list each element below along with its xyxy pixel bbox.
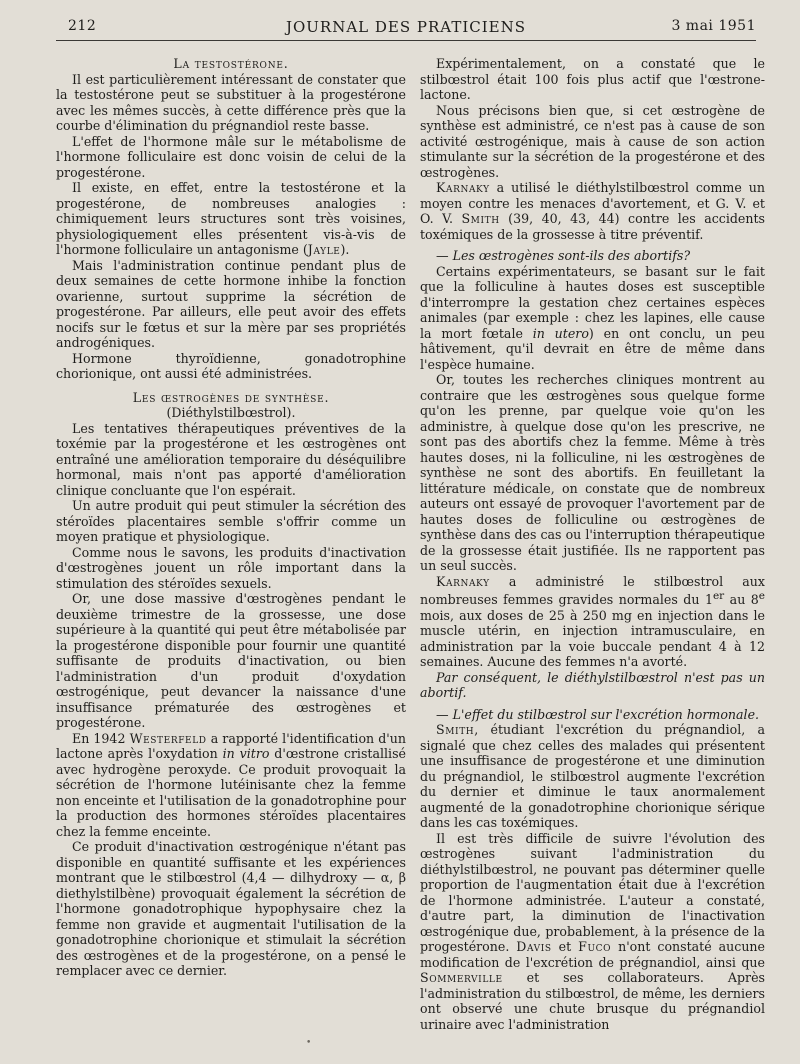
paragraph: Il est particulièrement intéressant de constater que la testostérone peut se substituer à la progestérone avec les mêmes succès, à cette différence près que la courbe d'élimination du prégnandiol reste basse.: [56, 71, 406, 133]
author-name: Fuco: [578, 939, 612, 955]
italic-conclusion: Par conséquent, le diéthylstilbœstrol n'est pas un abortif.: [420, 669, 765, 701]
right-column: [420, 56, 765, 1032]
paragraph: En 1942 Westerfeld a rapporté l'identification d'un lactone après l'oxydation in vitro d'œstrone cristallisé avec hydrogène peroxyde. Ce produit provoquait la sécrétion de l'hormone lutéinisante chez la femme non enceinte et l'utilisation de la gonadotrophine pour la production des hormones stéroïdes placentaires chez la femme enceinte.: [56, 730, 406, 839]
page-number: 212: [68, 18, 97, 34]
paragraph: Il est très difficile de suivre l'évolution des œstrogènes suivant l'administration du diéthylstilbœstrol, ne pouvant pas déterminer quelle proportion de l'augmentation était due à l'excrétion de l'hormone administrée. L'auteur a constaté, d'autre part, la diminution de l'inactivation œstrogénique due, probablement, à la présence de la progestérone. Davis et Fuco n'ont constaté aucune modification de l'excrétion de prégnandiol, ainsi que Sommerville et ses collaborateurs. Après l'administration du stilbœstrol, de même, les derniers ont observé une chute brusque du prégnandiol urinaire avec l'administration: [420, 830, 765, 1032]
section-subheading: (Diéthylstilbœstrol).: [166, 405, 296, 420]
running-header: [56, 14, 756, 36]
paragraph: Expérimentalement, on a constaté que le stilbœstrol était 100 fois plus actif que l'œstrone-lactone.: [420, 56, 765, 102]
italic-section-question: — L'effet du stilbœstrol sur l'excrétion hormonale.: [436, 706, 760, 722]
paragraph: Mais l'administration continue pendant plus de deux semaines de cette hormone inhibe la fonction ovarienne, surtout supprime la sécrétion de progestérone. Par ailleurs, elle peut avoir des effets nocifs sur le fœtus et sur la mère par ses propriétés androgéniques.: [56, 257, 406, 350]
paragraph: Un autre produit qui peut stimuler la sécrétion des stéroïdes placentaires semble s'offrir comme un moyen pratique et physiologique.: [56, 498, 406, 544]
author-name: Smith: [436, 722, 475, 738]
author-name: Smith: [461, 211, 500, 226]
author-name: Davis: [516, 939, 552, 955]
paragraph: Karnaky a utilisé le diéthylstilbœstrol comme un moyen contre les menaces d'avortement, et G. V. et O. V. Smith (39, 40, 43, 44) contre les accidents toxémiques de la grossesse à titre préventif.: [420, 180, 765, 242]
paragraph: Or, toutes les recherches cliniques montrent au contraire que les œstrogènes sous quelque forme qu'on les prenne, par quelque voie qu'on les administre, à quelque dose qu'on les prescrive, ne sont pas des abortifs chez la femme. Même à très hautes doses, ni la folliculine, ni les œstrogènes de synthèse ne sont des abortifs. En feuilletant la littérature médicale, on constate que de nombreux auteurs ont essayé de provoquer l'avortement par de hautes doses de folliculine ou œstrogènes de synthèse dans des cas ou l'interruption thérapeutique de la grossesse était justifiée. Ils ne rapportent pas un seul succès.: [420, 372, 765, 573]
paragraph: Hormone thyroïdienne, gonadotrophine chorionique, ont aussi été administrées.: [56, 350, 406, 381]
left-column: [56, 56, 406, 979]
author-name: Karnaky: [436, 180, 490, 195]
section-heading-testosterone: La testostérone.: [173, 56, 289, 71]
author-name: Sommerville: [420, 970, 503, 986]
header-rule: [56, 40, 756, 41]
author-name: Westerfeld: [129, 730, 207, 746]
footer-mark: •: [306, 1038, 312, 1048]
section-heading-oestrogenes: Les œstrogènes de synthèse.: [132, 389, 330, 405]
italic-question: — Les œstrogènes sont-ils des abortifs?: [436, 248, 691, 263]
paragraph: Smith, étudiant l'excrétion du prégnandiol, a signalé que chez celles des malades qui présentent une insuffisance de progestérone et une diminution du prégnandiol, le stilbœstrol augmente l'excrétion du dernier et diminue le taux anormalement augmenté de la gonadotrophine chorionique sérique dans les cas toxémiques.: [420, 722, 765, 831]
paragraph: Karnaky a administré le stilbœstrol aux nombreuses femmes gravides normales du 1er au 8e mois, aux doses de 25 à 250 mg en injection dans le muscle utérin, en injection intramusculaire, en administration par la voie buccale pendant 4 à 12 semaines. Aucune des femmes n'a avorté.: [420, 573, 766, 670]
author-name: Karnaky: [436, 573, 490, 589]
paragraph: Certains expérimentateurs, se basant sur le fait que la folliculine à hautes doses est susceptible d'interrompre la gestation chez certaines espèces animales (par exemple : chez les lapines, elle cause la mort fœtale in utero) en ont conclu, un peu hâtivement, qu'il devrait en être de même dans l'espèce humaine.: [420, 263, 765, 372]
paragraph: Ce produit d'inactivation œstrogénique n'étant pas disponible en quantité suffisante et les expériences montrant que le stilbœstrol (4,4 — dilhydroxy — α, β diethylstilbène) provoquait également la sécrétion de l'hormone gonadotrophique hypophysaire chez la femme non gravide et augmentait l'utilisation de la gonadotrophine chorionique et stimulait la sécrétion des œstrogènes et de la progestérone, on a pensé le remplacer avec ce dernier.: [56, 839, 406, 978]
paragraph: Comme nous le savons, les produits d'inactivation d'œstrogènes jouent un rôle important dans la stimulation des stéroïdes sexuels.: [56, 544, 406, 591]
journal-title: JOURNAL DES PRATICIENS: [285, 18, 527, 36]
issue-date: 3 mai 1951: [671, 18, 756, 34]
paragraph: L'effet de l'hormone mâle sur le métabolisme de l'hormone folliculaire est donc voisin de celui de la progestérone.: [56, 133, 406, 180]
paragraph: Nous précisons bien que, si cet œstrogène de synthèse est administré, ce n'est pas à cause de son activité œstrogénique, mais à cause de son action stimulante sur la sécrétion de la progestérone et des œstrogènes.: [420, 102, 765, 180]
author-name: Jayle: [307, 242, 341, 257]
paragraph: Les tentatives thérapeutiques préventives de la toxémie par la progestérone et les œstrogènes ont entraîné une amélioration temporaire du déséquilibre hormonal, mais n'ont pas apporté d'amélioration clinique concluante que l'on espérait.: [56, 420, 406, 498]
paragraph: Il existe, en effet, entre la testostérone et la progestérone, de nombreuses analogies : chimiquement leurs structures sont très voisines, physiologiquement elles présentent vis-à-vis de l'hormone folliculaire un antagonisme (Jayle).: [56, 180, 406, 257]
paragraph: Or, une dose massive d'œstrogènes pendant le deuxième trimestre de la grossesse, une dose supérieure à la quantité qui peut être métabolisée par la progestérone disponible pour fournir une quantité suffisante de produits d'inactivation, ou bien l'administration d'un produit d'oxydation œstrogénique, peut devancer la naissance d'une insuffisance prématurée des œstrogènes et progestérone.: [56, 591, 406, 730]
